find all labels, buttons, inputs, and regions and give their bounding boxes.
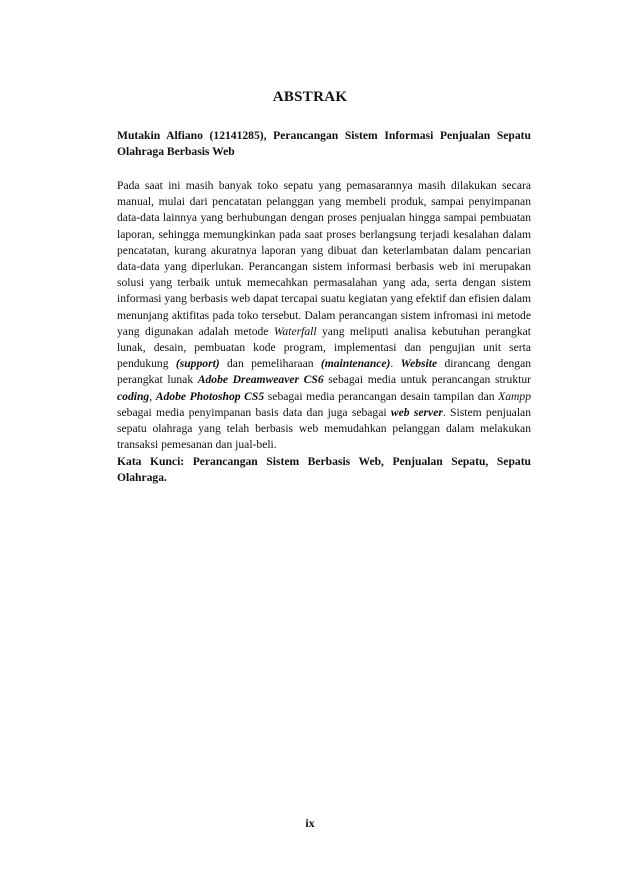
term-dreamweaver: Adobe Dreamweaver CS6 [197, 373, 324, 387]
abstract-text: yang meliputi analisa kebutuhan perangkat lunak, desain, pembuatan kode program, implementasi dan pengujian unit serta pendukung [117, 324, 531, 371]
abstract-text: dirancang dengan perangkat lunak [117, 357, 532, 387]
term-coding: coding [117, 389, 150, 403]
term-web-server: web server [390, 405, 443, 419]
abstract-text: sebagai media perancangan desain tampilan dan [264, 389, 499, 403]
abstract-text: sebagai media untuk perancangan struktur [323, 373, 532, 387]
term-xampp: Xampp [498, 389, 531, 403]
term-support: (support) [175, 357, 220, 371]
abstract-text: Pada saat ini masih banyak toko sepatu yang pemasarannya masih dilakukan secara manual, mulai dari pencatatan pelanggan yang membeli produk, sampai penyimpanan data-data lainnya yang berhubungan dengan proses penjualan hingga sampai pembuatan laporan, sehingga memungkinkan pada saat proses berlangsung terjadi kesalahan dalam pencatatan, kurang akuratnya laporan yang dibuat dan keterlambatan dalam pencarian data-data yang diperlukan. Perancangan sistem informasi berbasis web ini merupakan solusi yang terbaik untuk memecahkan permasalahan yang ada, serta dengan sistem informasi yang berbasis web dapat tercapai suatu kegiatan yang efektif dan efisien dalam menunjang aktifitas pada toko tersebut. Dalam perancangan sistem infromasi ini metode yang digunakan adalah metode [117, 179, 531, 338]
term-waterfall: Waterfall [273, 324, 317, 338]
abstract-text: . [390, 357, 401, 371]
abstract-text: dan pemeliharaan [219, 357, 321, 371]
abstract-text: sebagai media penyimpanan basis data dan juga sebagai [117, 405, 391, 419]
abstract-text: , [149, 389, 156, 403]
page-number: ix [305, 816, 315, 830]
term-maintenance: (maintenance) [320, 357, 391, 371]
author-title-line: Mutakin Alfiano (12141285), Perancangan Sistem Informasi Penjualan Sepatu Olahraga Berbasis Web [117, 129, 531, 159]
abstract-text: . Sistem penjualan sepatu olahraga yang telah berbasis web memudahkan pelanggan dalam melakukan transaksi pemesanan dan jual-beli. [117, 405, 531, 452]
keywords-line: Kata Kunci: Perancangan Sistem Berbasis Web, Penjualan Sepatu, Sepatu Olahraga. [117, 455, 531, 485]
abstract-heading: ABSTRAK [272, 89, 348, 105]
abstract-paragraph [117, 178, 531, 453]
term-photoshop: Adobe Photoshop CS5 [155, 389, 265, 403]
term-website: Website [400, 357, 438, 371]
